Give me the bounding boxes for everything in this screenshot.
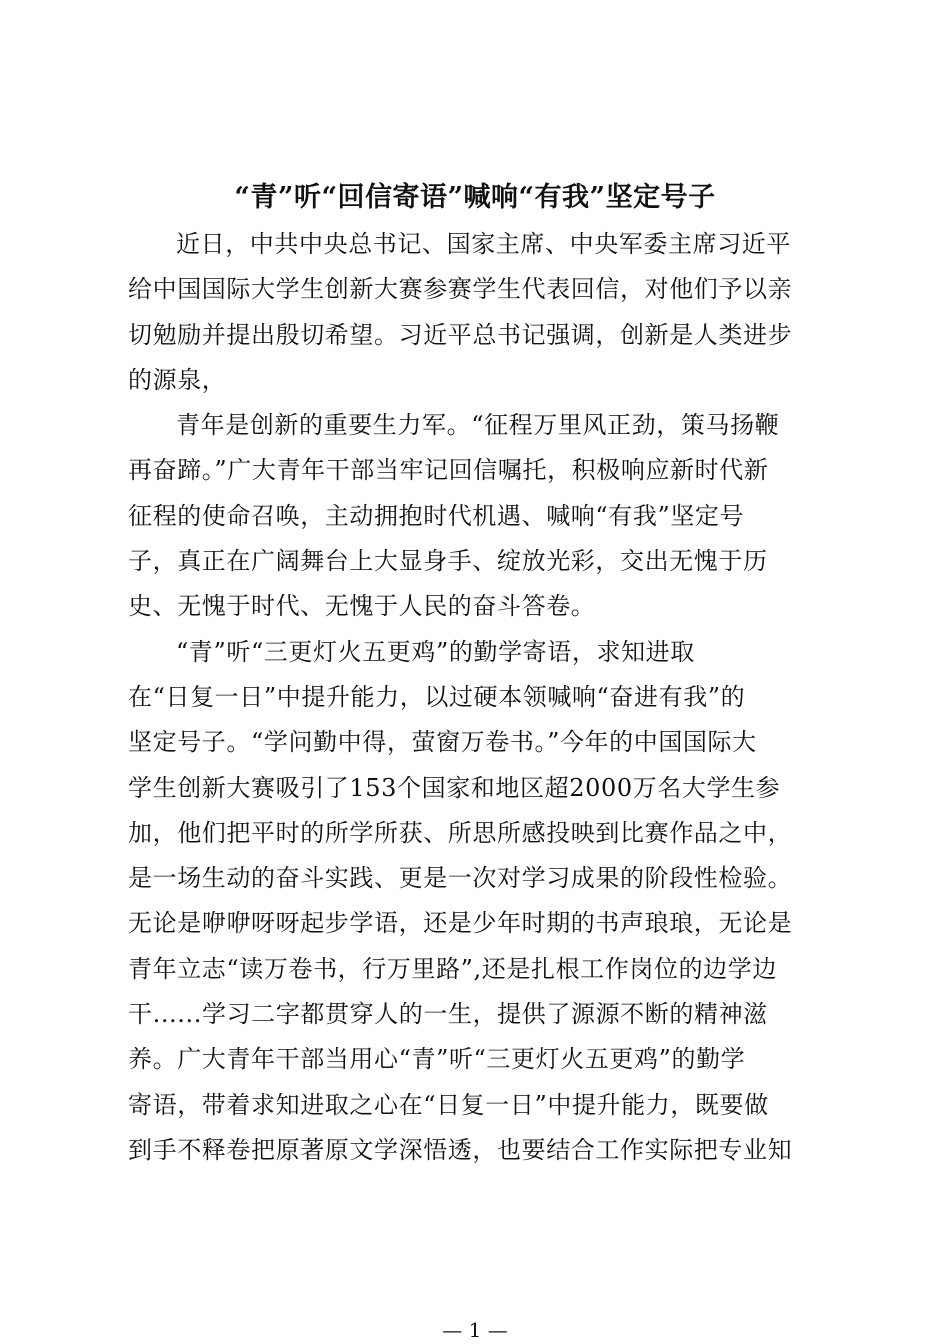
text-line: 是一场生动的奋斗实践、更是一次对学习成果的阶段性检验。 [128, 864, 793, 893]
text-line: 青年是创新的重要生力军。“征程万里风正劲，策马扬鞭 [176, 411, 780, 440]
text-line: 近日，中共中央总书记、国家主席、中央军委主席习近平 [176, 230, 791, 258]
text-line: 寄语，带着求知进取之心在“日复一日”中提升能力，既要做 [128, 1090, 769, 1119]
document-title: “青”听“回信寄语”喊响“有我”坚定号子 [234, 182, 716, 213]
text-line: 再奋蹄。”广大青年干部当牢记回信嘱托，积极响应新时代新 [128, 456, 769, 485]
text-line: 加，他们把平时的所学所获、所思所感投映到比赛作品之中， [128, 818, 793, 847]
page-number: — 1 — [442, 1318, 508, 1342]
text-line: 无论是咿咿呀呀起步学语，还是少年时期的书声琅琅，无论是 [128, 909, 793, 938]
text-line: 子，真正在广阔舞台上大显身手、绽放光彩，交出无愧于历 [128, 547, 768, 576]
text-line: 学生创新大赛吸引了153个国家和地区超2000万名大学生参 [128, 773, 781, 802]
text-line: 青年立志“读万卷书，行万里路”,还是扎根工作岗位的边学边 [128, 954, 777, 983]
text-line: 史、无愧于时代、无愧于人民的奋斗答卷。 [128, 592, 596, 621]
text-line: 在“日复一日”中提升能力，以过硬本领喊响“奋进有我”的 [128, 682, 746, 711]
text-line: 干......学习二字都贯穿人的一生，提供了源源不断的精神滋 [128, 1000, 768, 1029]
text-line: 养。广大青年干部当用心“青”听“三更灯火五更鸡”的勤学 [128, 1045, 746, 1074]
text-line: 切勉励并提出殷切希望。习近平总书记强调，创新是人类进步 [128, 320, 793, 349]
text-line: “青”听“三更灯火五更鸡”的勤学寄语，求知进取 [176, 637, 695, 666]
text-line: 给中国国际大学生创新大赛参赛学生代表回信，对他们予以亲 [128, 275, 793, 304]
text-line: 征程的使命召唤，主动拥抱时代机遇、喊响“有我”坚定号 [128, 501, 745, 530]
text-line: 坚定号子。“学问勤中得，萤窗万卷书。”今年的中国国际大 [128, 728, 757, 757]
text-line: 的源泉， [128, 365, 227, 394]
text-line: 到手不释卷把原著原文学深悟透，也要结合工作实际把专业知 [128, 1135, 793, 1164]
document-body [128, 222, 828, 1173]
